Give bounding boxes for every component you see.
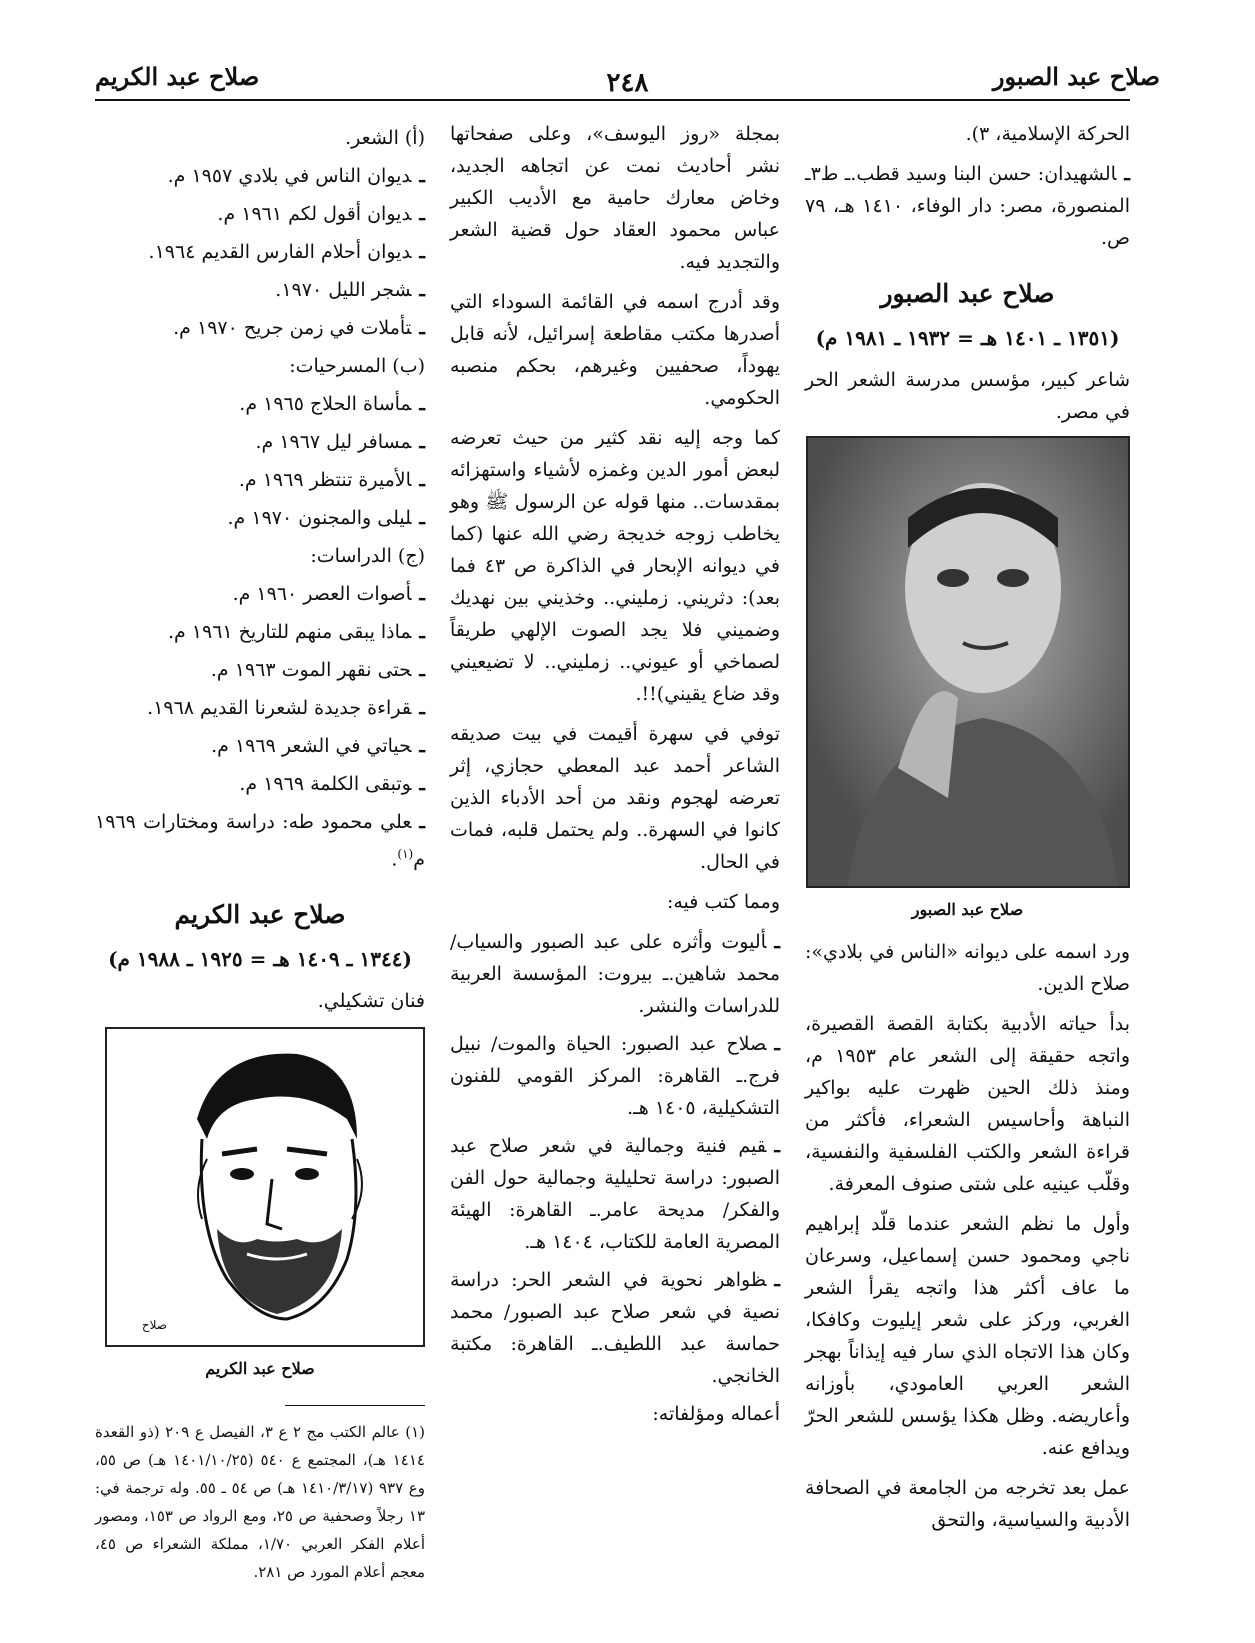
list-item: ـوتبقى الكلمة ١٩٦٩ م.	[239, 773, 425, 795]
paragraph: بمجلة «روز اليوسف»، وعلى صفحاتها نشر أحاديث نمت عن اتجاهه الجديد، وخاض معارك حامية مع الأديب الكبير عباس محمود العقاد حول قضية الشعر والتجديد فيه.	[450, 123, 780, 273]
portrait-photo	[806, 436, 1130, 888]
list-item: ـظواهر نحوية في الشعر الحر: دراسة نصية في شعر صلاح عبد الصبور/ محمد حماسة عبد اللطيف.ـ القاهرة: مكتبة الخانجي.	[450, 1269, 780, 1387]
paragraph: ورد اسمه على ديوانه «الناس في بلادي»: صلاح الدين.	[805, 941, 1130, 995]
footnote	[95, 1418, 425, 1586]
list-item: ـعلي محمود طه: دراسة ومختارات ١٩٦٩ م$^{(١)}$.	[95, 811, 425, 871]
list-item: ـالأميرة تنتظر ١٩٦٩ م.	[238, 469, 425, 491]
list-item: ـتأملات في زمن جريح ١٩٧٠ م.	[173, 317, 425, 339]
list-item: ـديوان أقول لكم ١٩٦١ م.	[217, 203, 425, 225]
intro-text: الحركة الإسلامية، ٣).	[965, 123, 1130, 145]
paragraph: عمل بعد تخرجه من الجامعة في الصحافة الأدبية والسياسية، والتحق	[805, 1477, 1130, 1531]
list-item: ـديوان أحلام الفارس القديم ١٩٦٤.	[148, 241, 425, 263]
bio-title: صلاح عبد الصبور	[880, 279, 1055, 308]
sketch-signature: صلاح	[141, 1318, 167, 1333]
footnote-text: عالم الكتب مج ٢ ع ٣، الفيصل ع ٢٠٩ (ذو القعدة ١٤١٤ هـ)، المجتمع ع ٥٤٠ (١٤٠١/١٠/٢٥ هـ) ص ٥٥، وع ٩٣٧ (١٤١٠/٣/١٧ هـ) ص ٥٤ ـ ٥٥. وله ترجمة في: ١٣ رجلاً وصحفية ص ٢٥، ومع الرواد ص ١٥٣، ومصور أعلام الفكر العربي ١/٧٠، مملكة الشعراء ص ٤٥، معجم أعلام المورد ص ٢٨١.	[95, 1423, 426, 1582]
studies-heading: (ج) الدراسات:	[310, 545, 425, 567]
footnote-rule	[285, 1405, 425, 1406]
footnote-ref[interactable]: (١)	[397, 847, 414, 861]
paragraph: كما وجه إليه نقد كثير من حيث تعرضه لبعض أمور الدين وغمزه لأشياء واستهزائه بمقدسات.. منها قوله عن الرسول ﷺ وهو يخاطب زوجه خديجة رضي الله عنها (كما في ديوانه الإبحار في الذاكرة ص ٤٣ فما بعد): دثريني. زمليني.. وخذيني بين نهديك وضميني فلا يجد الصوت الإلهي طريقاً لصماخي أو عيوني.. زمليني.. لا تضيعيني وقد ضاع يقيني)!!.	[450, 427, 780, 705]
list-item: ـمأساة الحلاج ١٩٦٥ م.	[239, 393, 425, 415]
paragraph: وقد أدرج اسمه في القائمة السوداء التي أصدرها مكتب مقاطعة إسرائيل، لأنه قابل يهوداً، صحفيين وغيرهم، بحكم منصبه الحكومي.	[450, 291, 780, 409]
list-item: ـحتى نقهر الموت ١٩٦٣ م.	[210, 659, 425, 681]
list-item: ـشجر الليل ١٩٧٠.	[275, 279, 425, 301]
photo-caption: صلاح عبد الصبور	[911, 900, 1024, 919]
bio-description: فنان تشكيلي.	[317, 990, 425, 1013]
paragraph: توفي في سهرة أقيمت في بيت صديقه الشاعر أحمد عبد المعطي حجازي، إثر تعرضه لهجوم ونقد من أحد الأدباء الذين كانوا في السهرة.. ولم يحتمل قلبه، فمات في الحال.	[450, 723, 780, 873]
studies-list	[95, 578, 425, 875]
running-header-left: صلاح عبد الكريم	[95, 62, 260, 91]
left-column	[95, 118, 425, 1586]
list-item: ـالشهيدان: حسن البنا وسيد قطب.ـ ط٣ـ المنصورة، مصر: دار الوفاء، ١٤١٠ هـ، ٧٩ ص.	[805, 163, 1130, 249]
list-item: ـأليوت وأثره على عبد الصبور والسياب/ محمد شاهين.ـ بيروت: المؤسسة العربية للدراسات والنشر.	[450, 931, 780, 1017]
plays-list	[95, 388, 425, 534]
poetry-heading: (أ) الشعر.	[345, 127, 425, 149]
footnote-number: (١)	[405, 1423, 425, 1442]
header-rule	[95, 99, 1130, 101]
bio-description: شاعر كبير، مؤسس مدرسة الشعر الحر في مصر.	[805, 369, 1130, 423]
paragraph: ومما كتب فيه:	[666, 891, 780, 913]
bio-dates: (١٣٥١ ـ ١٤٠١ هـ = ١٩٣٢ ـ ١٩٨١ م)	[815, 326, 1120, 350]
page-number: ٢٤٨	[606, 68, 649, 98]
portrait-sketch	[105, 1027, 425, 1347]
studies-about-list	[450, 926, 780, 1392]
right-column	[805, 118, 1130, 1544]
list-item: ـمسافر ليل ١٩٦٧ م.	[255, 431, 425, 453]
bio-dates: (١٣٤٤ ـ ١٤٠٩ هـ = ١٩٢٥ ـ ١٩٨٨ م)	[108, 947, 412, 972]
list-item: ـديوان الناس في بلادي ١٩٥٧ م.	[167, 165, 425, 187]
list-item: ـماذا يبقى منهم للتاريخ ١٩٦١ م.	[167, 621, 425, 643]
running-header-right: صلاح عبد الصبور	[992, 62, 1160, 91]
middle-column	[450, 118, 780, 1438]
paragraph: بدأ حياته الأدبية بكتابة القصة القصيرة، واتجه حقيقة إلى الشعر عام ١٩٥٣ م، ومنذ ذلك الحين ظهرت عليه بواكير النباهة وأحاسيس الشعراء، فأكثر من قراءة الشعر والكتب الفلسفية والنفسية، وقلّب عينيه على شتى صنوف المعرفة.	[805, 1013, 1130, 1195]
poetry-list	[95, 160, 425, 344]
list-item: ـأصوات العصر ١٩٦٠ م.	[232, 583, 425, 605]
bio-title: صلاح عبد الكريم	[174, 900, 346, 930]
list-item: ـليلى والمجنون ١٩٧٠ م.	[227, 507, 425, 529]
list-item: ـحياتي في الشعر ١٩٦٩ م.	[211, 735, 425, 757]
intro-list	[805, 158, 1130, 254]
paragraph: وأول ما نظم الشعر عندما قلّد إبراهيم ناجي ومحمود حسن إسماعيل، وسرعان ما عاف أكثر هذا واتجه يقرأ الشعر الغربي، وركز على شعر إيليوت وكافكا، وكان هذا الاتجاه الذي سار فيه إيذاناً بهجر الشعر العربي العامودي، بأوزانه وأعاريضه. وظل هكذا يؤسس للشعر الحرّ ويدافع عنه.	[805, 1213, 1130, 1459]
list-item: ـقيم فنية وجمالية في شعر صلاح عبد الصبور: دراسة تحليلية وجمالية حول الفن والفكر/ مديحة عامر.ـ القاهرة: الهيئة المصرية العامة للكتاب، ١٤٠٤ هـ.	[450, 1135, 780, 1253]
list-item: ـصلاح عبد الصبور: الحياة والموت/ نبيل فرج.ـ القاهرة: المركز القومي للفنون التشكيلية، ١٤٠٥ هـ.	[450, 1033, 780, 1119]
sketch-caption: صلاح عبد الكريم	[205, 1359, 315, 1379]
works-heading: أعماله ومؤلفاته:	[652, 1403, 780, 1425]
plays-heading: (ب) المسرحيات:	[289, 355, 425, 377]
list-item: ـقراءة جديدة لشعرنا القديم ١٩٦٨.	[147, 697, 425, 719]
